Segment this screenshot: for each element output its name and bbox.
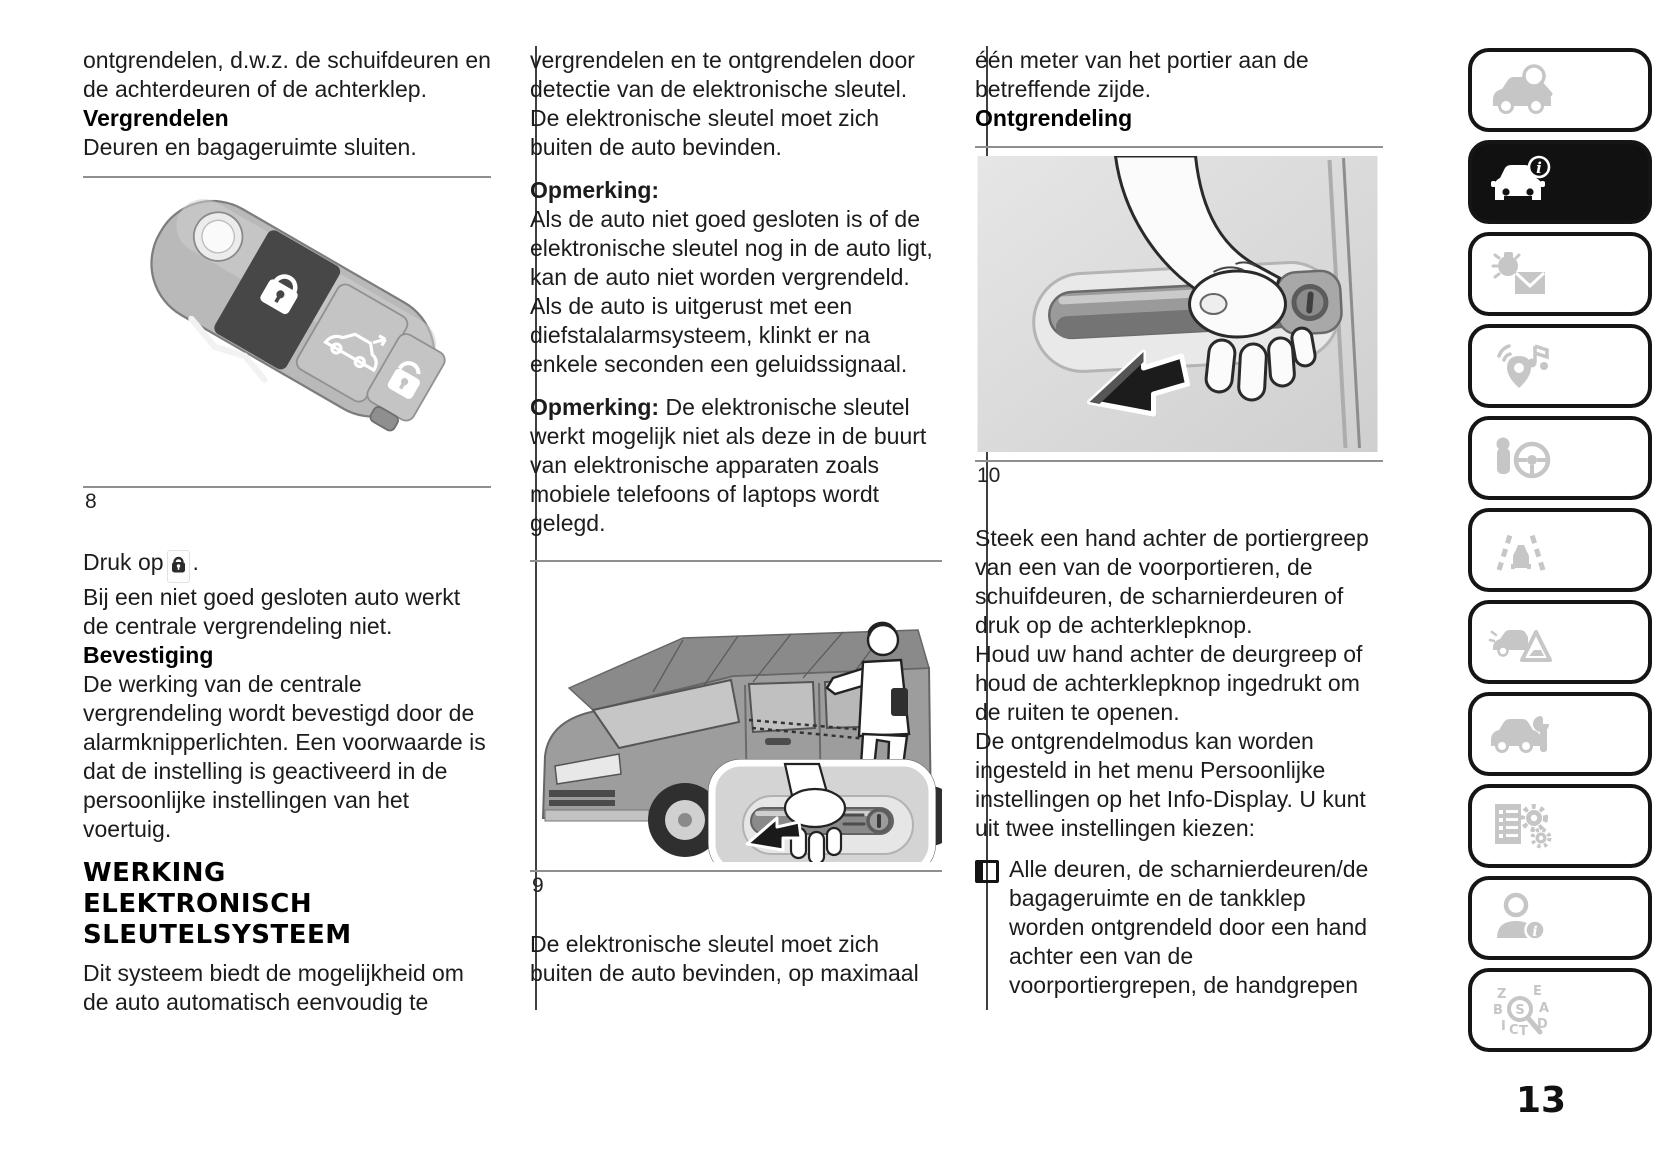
paragraph-druk-op: Druk op .	[83, 548, 491, 583]
sidebar-tab-getting-to-know-vehicle[interactable]	[1468, 140, 1652, 224]
page-number: 13	[1516, 1080, 1567, 1121]
paragraph: Steek een hand achter de portiergreep van een van de voorportieren, de schuifdeuren, de scharnierdeuren of druk op de achterklepknop.	[975, 525, 1369, 638]
paragraph: Bij een niet goed gesloten auto werkt de centrale vergrendeling niet.	[83, 584, 461, 639]
sidebar-tab-starting-driving[interactable]	[1468, 416, 1652, 500]
index-icon	[1488, 982, 1554, 1038]
lock-closed-icon	[167, 550, 190, 583]
subheading-vergrendelen: Vergrendelen	[83, 105, 229, 131]
remote-key-illustration	[83, 186, 491, 478]
svg-text:i: i	[1536, 159, 1542, 177]
warning-lights-messages-icon	[1488, 246, 1554, 302]
svg-text:Z: Z	[1497, 987, 1507, 1002]
sidebar-tab-service-maintenance[interactable]	[1468, 692, 1652, 776]
subheading-bevestiging: Bevestiging	[83, 642, 214, 668]
sidebar-tab-vehicle-overview[interactable]	[1468, 48, 1652, 132]
technical-data-icon	[1488, 798, 1554, 854]
subheading-ontgrendeling: Ontgrendeling	[975, 105, 1133, 131]
figure-number: 10	[977, 464, 1001, 487]
car-search-icon	[1488, 62, 1554, 118]
navigation-audio-icon	[1488, 338, 1554, 394]
paragraph: Dit systeem biedt de mogelijkheid om de auto automatisch eenvoudig te	[83, 960, 464, 1015]
paragraph: De ontgrendelmodus kan worden ingesteld in het menu Persoonlijke instellingen op het Info-Display. U kunt uit twee instellingen kiezen:	[975, 728, 1366, 841]
door-handle-inset	[709, 760, 935, 862]
note-2: Opmerking: De elektronische sleutel werkt mogelijk niet als deze in de buurt van elektronische apparaten zoals mobiele telefoons of laptops wordt gelegd.	[530, 394, 927, 536]
svg-text:D: D	[1537, 1017, 1548, 1032]
sidebar-tab-infotainment-navigation[interactable]	[1468, 324, 1652, 408]
van-with-person-illustration	[530, 570, 942, 862]
sidebar-tab-alphabetical-index[interactable]	[1468, 968, 1652, 1052]
paragraph: De elektronische sleutel moet zich buiten de auto bevinden, op maximaal	[530, 931, 919, 986]
emergency-icon	[1488, 614, 1554, 670]
sidebar-tab-technical-data[interactable]	[1468, 784, 1652, 868]
svg-text:i: i	[1532, 924, 1538, 940]
section-heading-werking-elektronisch-sleutelsysteem: WERKING ELEKTRONISCH SLEUTELSYSTEEM	[83, 858, 352, 950]
driver-assist-icon	[1488, 522, 1554, 578]
checkbox-bullet-icon	[975, 860, 999, 883]
figure-9-van-keyless-entry	[530, 560, 942, 872]
figure-10-door-handle	[975, 146, 1383, 462]
paragraph: ontgrendelen, d.w.z. de schuifdeuren en de achterdeuren of de achterklep.	[83, 47, 491, 102]
sidebar-tab-driver-assistance[interactable]	[1468, 508, 1652, 592]
paragraph: één meter van het portier aan de betreffende zijde.	[975, 47, 1309, 102]
svg-text:A: A	[1539, 1001, 1550, 1016]
column-right	[975, 46, 1383, 1000]
chapter-tab-sidebar	[1468, 48, 1652, 1060]
note-1: Opmerking: Als de auto niet goed gesloten is of de elektronische sleutel nog in de auto ligt, kan de auto niet worden vergrendeld. Als de auto is uitgerust met een diefstalalarmsysteem, klinkt er na enkele seconden een geluidssignaal.	[530, 177, 933, 377]
list-item-text: Alle deuren, de scharnierdeuren/de bagageruimte en de tankklep worden ontgrendeld door een hand achter een van de voorportiergrepen, de handgrepen	[1009, 856, 1369, 998]
door-handle-illustration	[975, 156, 1380, 452]
car-info-icon	[1488, 154, 1554, 210]
figure-number: 8	[85, 490, 97, 513]
figure-8-remote-key	[83, 176, 491, 488]
sidebar-tab-customer-information[interactable]	[1468, 876, 1652, 960]
owner-info-icon	[1488, 890, 1554, 946]
figure-number: 9	[532, 874, 544, 897]
svg-text:T: T	[1519, 1024, 1528, 1038]
svg-text:I: I	[1501, 1019, 1506, 1034]
paragraph: De werking van de centrale vergrendeling wordt bevestigd door de alarmknipperlichten. Een voorwaarde is dat de instelling is geactiveerd in de persoonlijke instellingen van het voertuig.	[83, 671, 486, 842]
svg-text:C: C	[1509, 1023, 1519, 1038]
paragraph: vergrendelen en te ontgrendelen door detectie van de elektronische sleutel. De elektronische sleutel moet zich buiten de auto bevinden.	[530, 47, 915, 160]
column-middle	[530, 46, 942, 988]
svg-text:S: S	[1515, 1003, 1525, 1018]
sidebar-tab-warning-lights-messages[interactable]	[1468, 232, 1652, 316]
column-left	[83, 46, 491, 1017]
list-item	[975, 855, 1383, 1000]
svg-text:E: E	[1533, 984, 1542, 999]
key-steering-icon	[1488, 430, 1554, 486]
service-icon	[1488, 706, 1554, 762]
paragraph: Houd uw hand achter de deurgreep of houd de achterklepknop ingedrukt om de ruiten te openen.	[975, 641, 1363, 725]
paragraph: Deuren en bagageruimte sluiten.	[83, 134, 417, 160]
svg-text:B: B	[1493, 1003, 1503, 1018]
sidebar-tab-emergency[interactable]	[1468, 600, 1652, 684]
